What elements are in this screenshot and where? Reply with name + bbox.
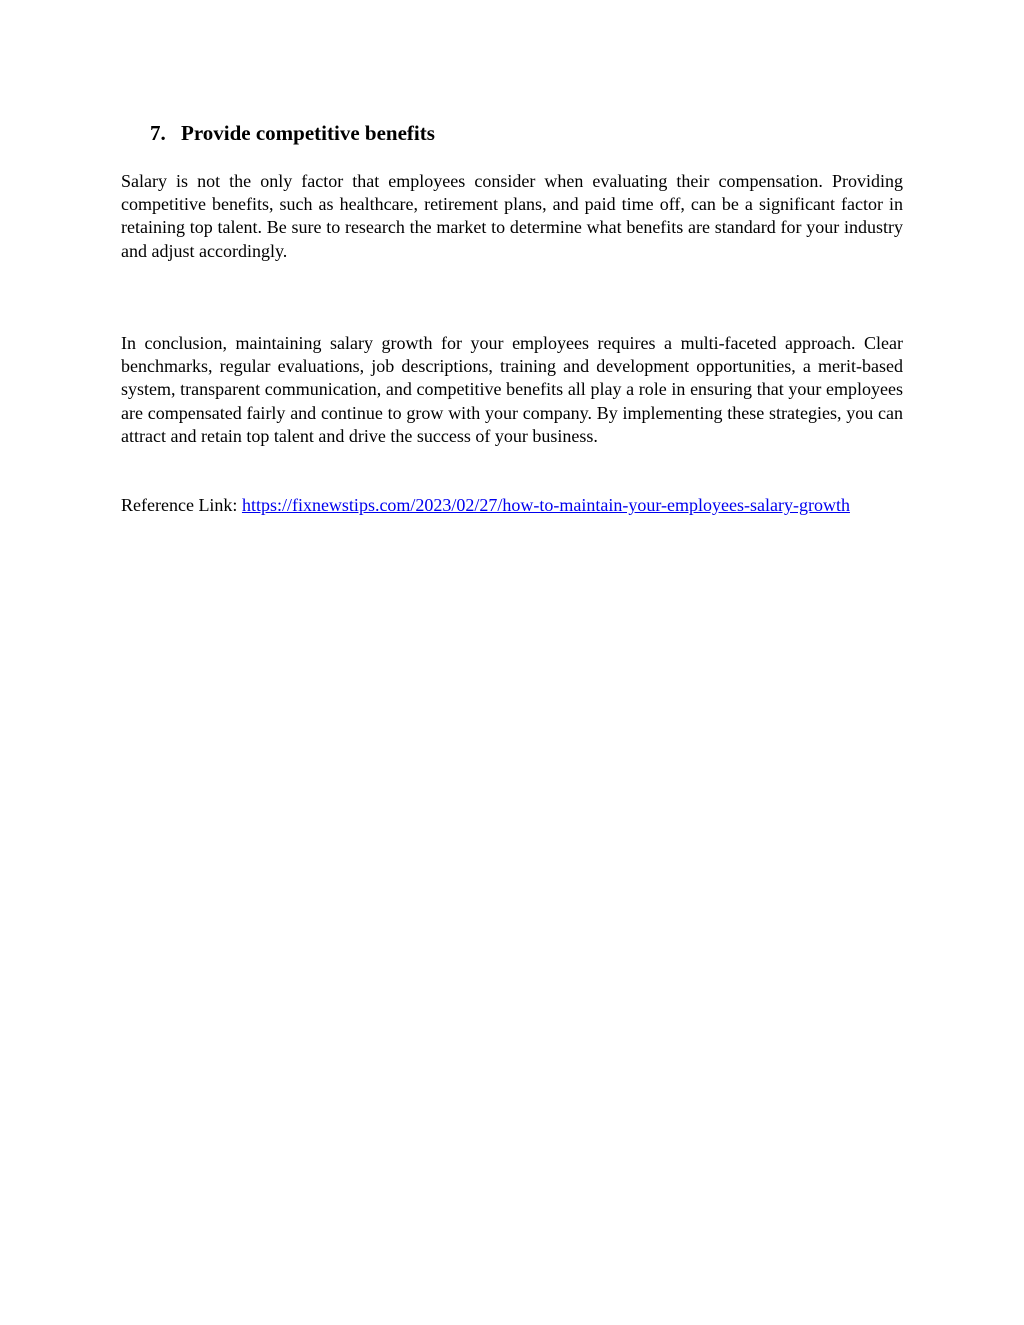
benefits-paragraph: Salary is not the only factor that employees consider when evaluating their compensation. Providing competitive benefits, such as healthcare, retirement plans, and paid time off, can be a significant factor in retaining top talent. Be sure to research the market to determine what benefits are standard for your industry and adjust accordingly. — [121, 171, 903, 261]
section-number: 7. — [150, 121, 166, 145]
reference-label: Reference Link: — [121, 495, 242, 515]
section-title: Provide competitive benefits — [181, 121, 435, 145]
reference-line — [121, 494, 903, 517]
conclusion-paragraph: In conclusion, maintaining salary growth for your employees requires a multi-faceted approach. Clear benchmarks, regular evaluations, job descriptions, training and development opportunities, a merit-based system, transparent communication, and competitive benefits all play a role in ensuring that your employees are compensated fairly and continue to grow with your company. By implementing these strategies, you can attract and retain top talent and drive the success of your business. — [121, 333, 903, 446]
reference-link[interactable]: https://fixnewstips.com/2023/02/27/how-to-maintain-your-employees-salary-growth — [241, 495, 850, 515]
section-heading — [150, 119, 435, 147]
